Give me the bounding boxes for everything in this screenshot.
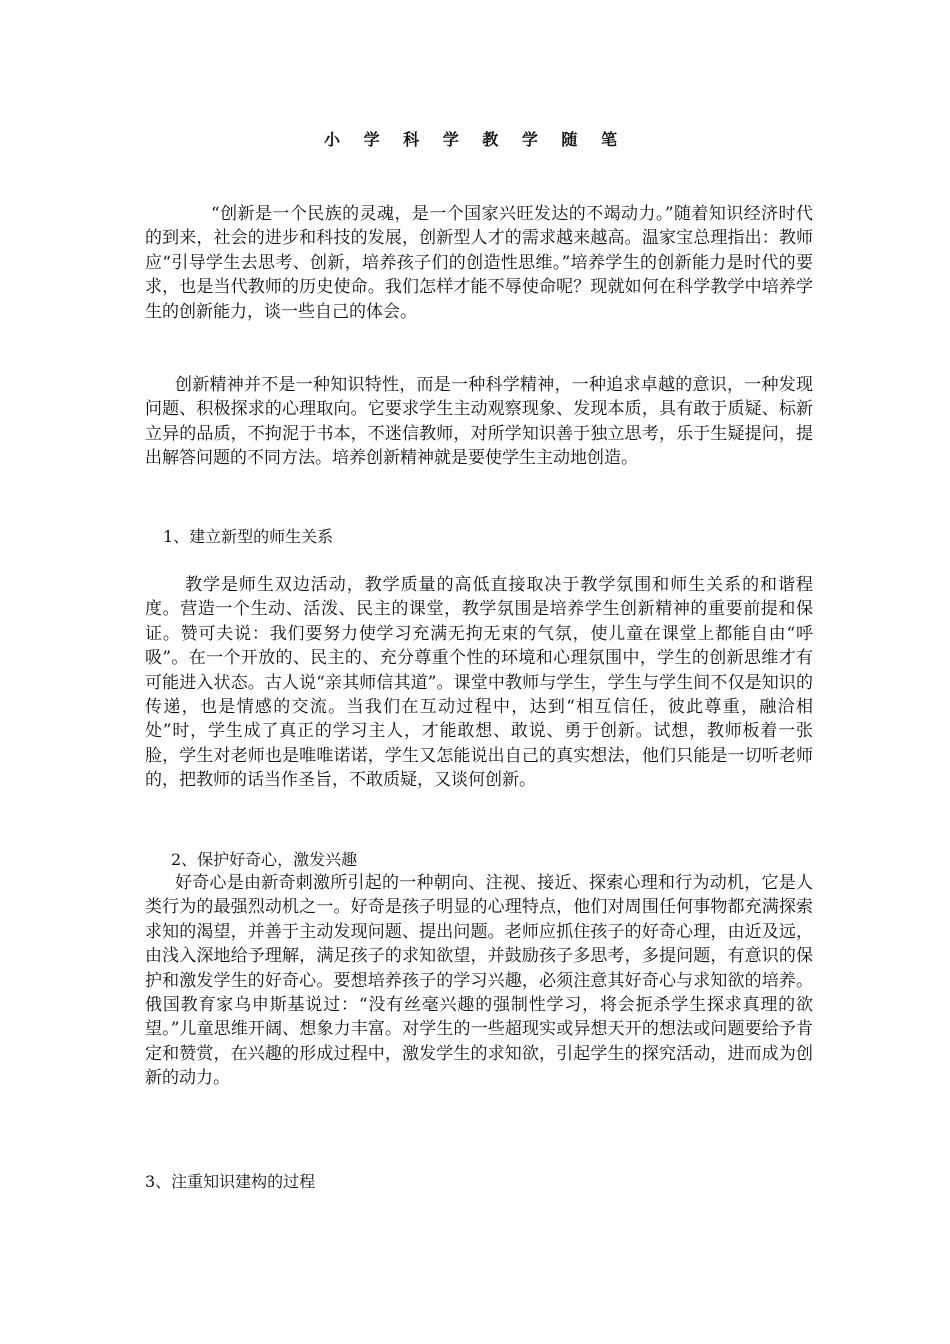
section-heading-1: 1、建立新型的师生关系 [163, 527, 334, 546]
section-heading-3: 3、注重知识建构的过程 [145, 1172, 316, 1191]
page-title: 小 学 科 学 教 学 随 笔 [324, 130, 626, 149]
paragraph-innovation-spirit: 创新精神并不是一种知识特性，而是一种科学精神，一种追求卓越的意识，一种发现问题、积极探求的心理取向。它要求学生主动观察现象、发现本质，具有敢于质疑、标新立异的品质，不拘泥于书本，不迷信教师，对所学知识善于独立思考，乐于生疑提问，提出解答问题的不同方法。培养创新精神就是要使学生主动地创造。 [145, 375, 813, 469]
paragraph-teacher-student-relationship: 教学是师生双边活动，教学质量的高低直接取决于教学氛围和师生关系的和谐程度。营造一个生动、活泼、民主的课堂，教学氛围是培养学生创新精神的重要前提和保证。赞可夫说：我们要努力使学习充满无拘无束的气氛，使儿童在课堂上都能自由“呼吸”。在一个开放的、民主的、充分尊重个性的环境和心理氛围中，学生的创新思维才有可能进入状态。古人说“亲其师信其道”。课堂中教师与学生，学生与学生间不仅是知识的传递，也是情感的交流。当我们在互动过程中，达到“相互信任，彼此尊重，融洽相处”时，学生成了真正的学习主人，才能敢想、敢说、勇于创新。试想，教师板着一张脸，学生对老师也是唯唯诺诺，学生又怎能说出自己的真实想法，他们只能是一切听老师的，把教师的话当作圣旨，不敢质疑，又谈何创新。 [145, 575, 813, 791]
section-heading-2: 2、保护好奇心，激发兴趣 [171, 850, 358, 869]
paragraph-intro: “创新是一个民族的灵魂，是一个国家兴旺发达的不竭动力。”随着知识经济时代的到来，社会的进步和科技的发展，创新型人才的需求越来越高。温家宝总理指出：教师应“引导学生去思考、创新，培养孩子们的创造性思维。”培养学生的创新能力是时代的要求，也是当代教师的历史使命。我们怎样才能不辱使命呢？现就如何在科学教学中培养学生的创新能力，谈一些自己的体会。 [145, 204, 813, 322]
paragraph-curiosity: 好奇心是由新奇刺激所引起的一种朝向、注视、接近、探索心理和行为动机，它是人类行为的最强烈动机之一。好奇是孩子明显的心理特点，他们对周围任何事物都充满探索求知的渴望，并善于主动发现问题、提出问题。老师应抓住孩子的好奇心理，由近及远，由浅入深地给予理解，满足孩子的求知欲望，并鼓励孩子多思考，多提问题，有意识的保护和激发学生的好奇心。要想培养孩子的学习兴趣，必须注意其好奇心与求知欲的培养。俄国教育家乌申斯基说过：“没有丝毫兴趣的强制性学习，将会扼杀学生探求真理的欲望。”儿童思维开阔、想象力丰富。对学生的一些超现实或异想天开的想法或问题要给予肯定和赞赏，在兴趣的形成过程中，激发学生的求知欲，引起学生的探究活动，进而成为创新的动力。 [145, 873, 813, 1089]
